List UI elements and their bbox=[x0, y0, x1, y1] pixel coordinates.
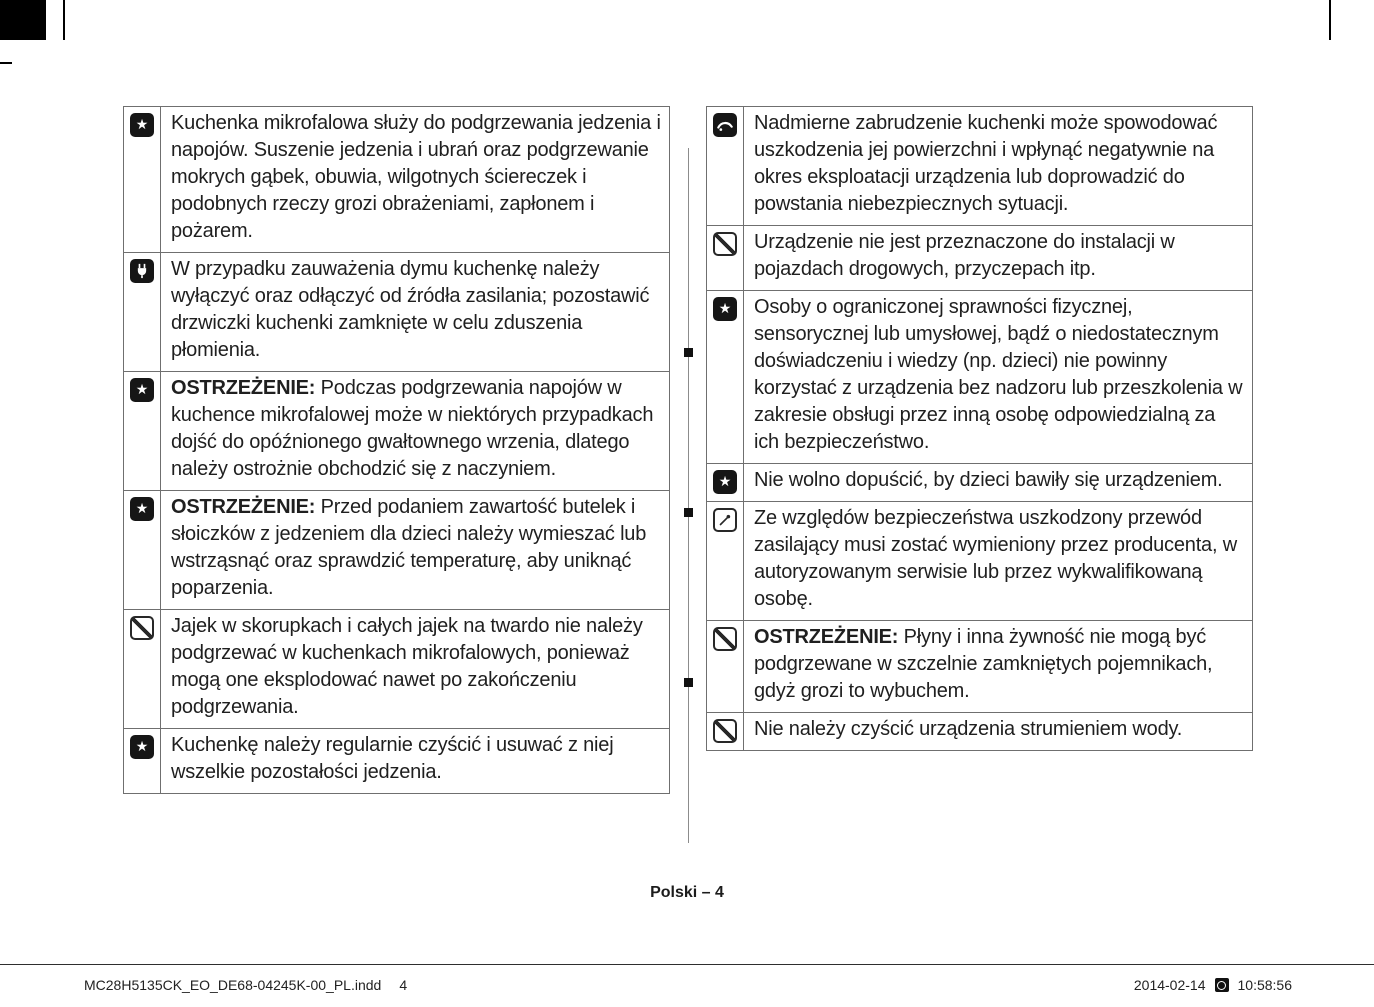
prohibition-icon bbox=[713, 232, 737, 256]
warning-star-icon bbox=[130, 113, 154, 137]
icon-cell bbox=[707, 713, 744, 750]
icon-cell bbox=[124, 372, 161, 490]
table-row bbox=[124, 728, 669, 793]
icon-cell bbox=[707, 291, 744, 463]
table-row bbox=[124, 371, 669, 490]
table-row bbox=[707, 620, 1252, 712]
safety-note-text: W przypadku zauważenia dymu kuchenkę należy wyłączyć oraz odłączyć od źródła zasilania; pozostawić drzwiczki kuchenki zamknięte w celu zduszenia płomienia. bbox=[171, 258, 650, 361]
column-divider bbox=[688, 148, 689, 843]
crop-mark bbox=[63, 0, 65, 40]
section-marker bbox=[684, 678, 693, 687]
safety-note-text: Osoby o ograniczonej sprawności fizycznej, sensorycznej lub umysłowej, bądź o niedostatecznym doświadczeniu i wiedzy (np. dzieci) nie powinny korzystać z urządzenia bez nadzoru lub przeszkolenia w zakresie obsługi przez inną osobę odpowiedzialną za ich bezpieczeństwo. bbox=[754, 296, 1243, 453]
crop-mark bbox=[0, 62, 12, 64]
surface-damage-icon bbox=[713, 113, 737, 137]
icon-cell bbox=[707, 107, 744, 225]
prohibition-icon bbox=[130, 616, 154, 640]
table-row bbox=[707, 712, 1252, 750]
registration-mark bbox=[0, 0, 46, 40]
slug-right bbox=[1134, 977, 1292, 993]
icon-cell bbox=[124, 729, 161, 793]
section-marker bbox=[684, 508, 693, 517]
table-row bbox=[124, 490, 669, 609]
unplug-icon bbox=[130, 259, 154, 283]
table-row bbox=[707, 463, 1252, 501]
slug-divider-line bbox=[0, 964, 1374, 965]
icon-cell bbox=[707, 464, 744, 501]
warning-star-icon bbox=[130, 735, 154, 759]
icon-cell bbox=[124, 253, 161, 371]
power-cord-icon bbox=[713, 508, 737, 532]
icon-cell bbox=[124, 491, 161, 609]
safety-note-text: OSTRZEŻENIE: Płyny i inna żywność nie mogą być podgrzewane w szczelnie zamkniętych pojemnikach, gdyż grozi to wybuchem. bbox=[754, 626, 1213, 702]
icon-cell bbox=[707, 226, 744, 290]
icon-cell bbox=[707, 621, 744, 712]
safety-note-text: Nie należy czyścić urządzenia strumieniem wody. bbox=[754, 718, 1183, 740]
page-label: Polski – 4 bbox=[650, 884, 724, 901]
safety-note-text: Urządzenie nie jest przeznaczone do instalacji w pojazdach drogowych, przyczepach itp. bbox=[754, 231, 1175, 280]
slug-left bbox=[84, 977, 407, 993]
icon-cell bbox=[707, 502, 744, 620]
safety-note-text: Nie wolno dopuścić, by dzieci bawiły się urządzeniem. bbox=[754, 469, 1223, 491]
table-row bbox=[707, 501, 1252, 620]
left-safety-table bbox=[123, 106, 670, 794]
prohibition-icon bbox=[713, 627, 737, 651]
safety-note-text: Jajek w skorupkach i całych jajek na twardo nie należy podgrzewać w kuchenkach mikrofalowych, ponieważ mogą one eksplodować nawet po zakończeniu podgrzewania. bbox=[171, 615, 643, 718]
table-row bbox=[124, 107, 669, 252]
clock-icon bbox=[1215, 978, 1229, 992]
safety-note-text: OSTRZEŻENIE: Przed podaniem zawartość butelek i słoiczków z jedzeniem dla dzieci należy wymieszać lub wstrząsnąć oraz sprawdzić temperaturę, aby uniknąć poparzenia. bbox=[171, 496, 647, 599]
section-marker bbox=[684, 348, 693, 357]
icon-cell bbox=[124, 610, 161, 728]
slug-date: 2014-02-14 bbox=[1133, 977, 1206, 993]
icon-cell bbox=[124, 107, 161, 252]
safety-note-text: Kuchenka mikrofalowa służy do podgrzewania jedzenia i napojów. Suszenie jedzenia i ubrań oraz podgrzewanie mokrych gąbek, obuwia, wilgotnych ściereczek i podobnych rzeczy grozi obrażeniami, zapłonem i pożarem. bbox=[171, 112, 661, 242]
safety-note-text: Kuchenkę należy regularnie czyścić i usuwać z niej wszelkie pozostałości jedzenia. bbox=[171, 734, 614, 783]
table-row bbox=[707, 225, 1252, 290]
safety-note-text: Nadmierne zabrudzenie kuchenki może spowodować uszkodzenia jej powierzchni i wpłynąć negatywnie na okres eksploatacji urządzenia lub doprowadzić do powstania niebezpiecznych sytuacji. bbox=[754, 112, 1218, 215]
warning-star-icon bbox=[130, 378, 154, 402]
warning-star-icon bbox=[130, 497, 154, 521]
table-row bbox=[124, 252, 669, 371]
table-row bbox=[707, 107, 1252, 225]
crop-mark bbox=[1329, 0, 1331, 40]
right-safety-table bbox=[706, 106, 1253, 751]
warning-star-icon bbox=[713, 470, 737, 494]
slug-bar bbox=[84, 977, 1292, 993]
prohibition-icon bbox=[713, 719, 737, 743]
slug-filename: MC28H5135CK_EO_DE68-04245K-00_PL.indd bbox=[84, 977, 382, 993]
slug-time: 10:58:56 bbox=[1237, 977, 1292, 993]
table-row bbox=[124, 609, 669, 728]
safety-note-text: OSTRZEŻENIE: Podczas podgrzewania napojów w kuchence mikrofalowej może w niektórych przypadkach dojść do opóźnionego gwałtownego wrzenia, dlatego należy ostrożnie obchodzić się z naczyniem. bbox=[171, 377, 654, 480]
table-row bbox=[707, 290, 1252, 463]
safety-note-text: Ze względów bezpieczeństwa uszkodzony przewód zasilający musi zostać wymieniony przez producenta, w autoryzowanym serwisie lub przez wykwalifikowaną osobę. bbox=[754, 507, 1237, 610]
warning-star-icon bbox=[713, 297, 737, 321]
page-number-footer bbox=[0, 884, 1374, 902]
slug-page-number: 4 bbox=[399, 977, 408, 993]
